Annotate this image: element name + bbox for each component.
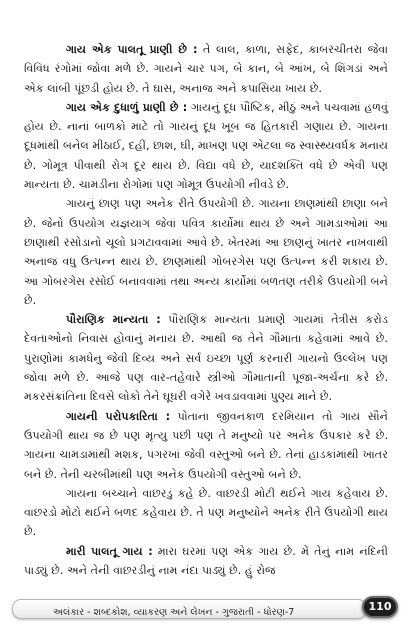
footer-bar — [12, 599, 367, 619]
paragraph-text: ગાયના બચ્ચાને વાછરડું કહે છે. વાછરડી મોટી થઈને ગાય કહેવાય છે. વાછરડો મોટો થઈને બળદ કહેવાય છે. તે પણ મનુષ્યોને અનેક રીતે ઉપયોગી થાય છે. — [24, 486, 388, 539]
paragraph-text: મારા ઘરમાં પણ એક ગાય છે. મેં તેનું નામ નંદિની પાડ્યું છે. અને તેની વાછરડીનું નામ નંદા પાડ્યું છે. હું રોજ — [24, 544, 388, 578]
paragraph-mythology — [24, 310, 388, 406]
paragraph-text: ગાયનું દૂધ પૌષ્ટિક, મીઠું અને પચવામાં હળવું હોય છે. નાનાં બાળકો માટે તો ગાયનું દૂધ ખૂબ જ હિતકારી ગણાય છે. ગાયના દૂધમાંથી બનેલ મીઠાઈ, દહીં, છાશ, ઘી, માખણ પણ એટલા જ સ્વાસ્થ્યવર્ધક મનાય છે. ગોમૂત્ર પીવાથી રોગ દૂર થાય છે. વિદ્યા વધે છે, યાદશક્તિ વધે છે એવી પણ માન્યતા છે. ચામડીના રોગોમાં પણ ગોમૂત્ર ઉપયોગી નીવડે છે. — [24, 100, 388, 192]
paragraph-text: પોતાના જીવનકાળ દરમિયાન તો ગાય સૌને ઉપયોગી થાય જ છે પણ મૃત્યુ પછી પણ તે મનુષ્યો પર અનેક ઉપકાર કરે છે. ગાયના ચામડામાંથી મશક, પગરખાં જેવી વસ્તુઓ બને છે. તેનાં હાડકાંમાંથી ખાતર બને છે. તેની ચરબીમાંથી પણ અનેક ઉપયોગી વસ્તુઓ બને છે. — [24, 409, 388, 481]
page-number-badge: 110 — [362, 596, 398, 618]
paragraph-text: તે લાલ, કાળા, સફેદ, કાબરચીતરા જેવા વિવિધ રંગોમાં જોવા મળે છે. ગાયને ચાર પગ, બે કાન, બે આંખ, બે શિંગડાં અને એક લાંબી પૂંછડી હોય છે. તે ઘાસ, અનાજ અને કપાસિયા ખાય છે. — [24, 43, 388, 95]
paragraph-cow-pet-animal — [24, 40, 388, 98]
footer-book-title: અલંકાર - શબ્દકોશ, વ્યાકરણ અને લેખન - ગુજરાતી - ધોરણ-7 — [53, 607, 295, 618]
page-body — [24, 40, 388, 580]
paragraph-heading: મારી પાલતૂ ગાય : — [66, 544, 153, 558]
paragraph-heading: ગાય એક પાલતૂ પ્રાણી છે : — [66, 43, 198, 56]
paragraph-text: ગાયનું છાણ પણ અનેક રીતે ઉપયોગી છે. ગાયના છાણમાંથી છાણા બને છે. જેનો ઉપયોગ યજ્ઞયાગ જેવાં પવિત્ર કાર્યોમાં થાય છે અને ગામડાઓમાં આ છાણાથી રસોડાનો ચૂલો પ્રગટાવવામાં આવે છે. ખેતરમાં આ છાણનું ખાતર નાખવાથી અનાજ વધુ ઉત્પન્ન થાય છે. છાણમાંથી ગોબરગેસ પણ ઉત્પન્ન કરી શકાય છે. આ ગોબરગેસ રસોઈ બનાવવામાં તથા અન્ય કાર્યોમાં બળતણ તરીકે ઉપયોગી બને છે. — [24, 197, 388, 307]
paragraph-heading: પૌરાણિક માન્યતા : — [66, 313, 161, 327]
paragraph-heading: ગાય એક દુધાળું પ્રાણી છે : — [66, 100, 188, 114]
paragraph-heading: ગાયની પરોપકારિતા : — [66, 409, 171, 423]
paragraph-calf — [24, 484, 388, 542]
paragraph-cow-milk-animal — [24, 98, 388, 194]
paragraph-cow-dung — [24, 194, 388, 310]
paragraph-benevolence — [24, 407, 388, 484]
paragraph-my-pet-cow — [24, 542, 388, 581]
paragraph-text: પૌરાણિક માન્યતા પ્રમાણે ગાયમાં તેત્રીસ કરોડ દેવતાઓનો નિવાસ હોવાનું મનાય છે. આથી જ તેને ગૌમાતા કહેવામાં આવે છે. પુરાણોમાં કામધેનુ જેવી દિવ્ય અને સર્વ ઇચ્છા પૂર્ણ કરનારી ગાયનો ઉલ્લેખ પણ જોવા મળે છે. આજે પણ વાર-તહેવારે સ્ત્રીઓ ગૌમાતાની પૂજા-અર્ચના કરે છે. મકરસંક્રાંતિના દિવસે લોકો તેને ઘૂઘરી વગેરે ખવડાવવામાં પુણ્ય માને છે. — [24, 313, 388, 404]
page-footer — [0, 595, 413, 621]
